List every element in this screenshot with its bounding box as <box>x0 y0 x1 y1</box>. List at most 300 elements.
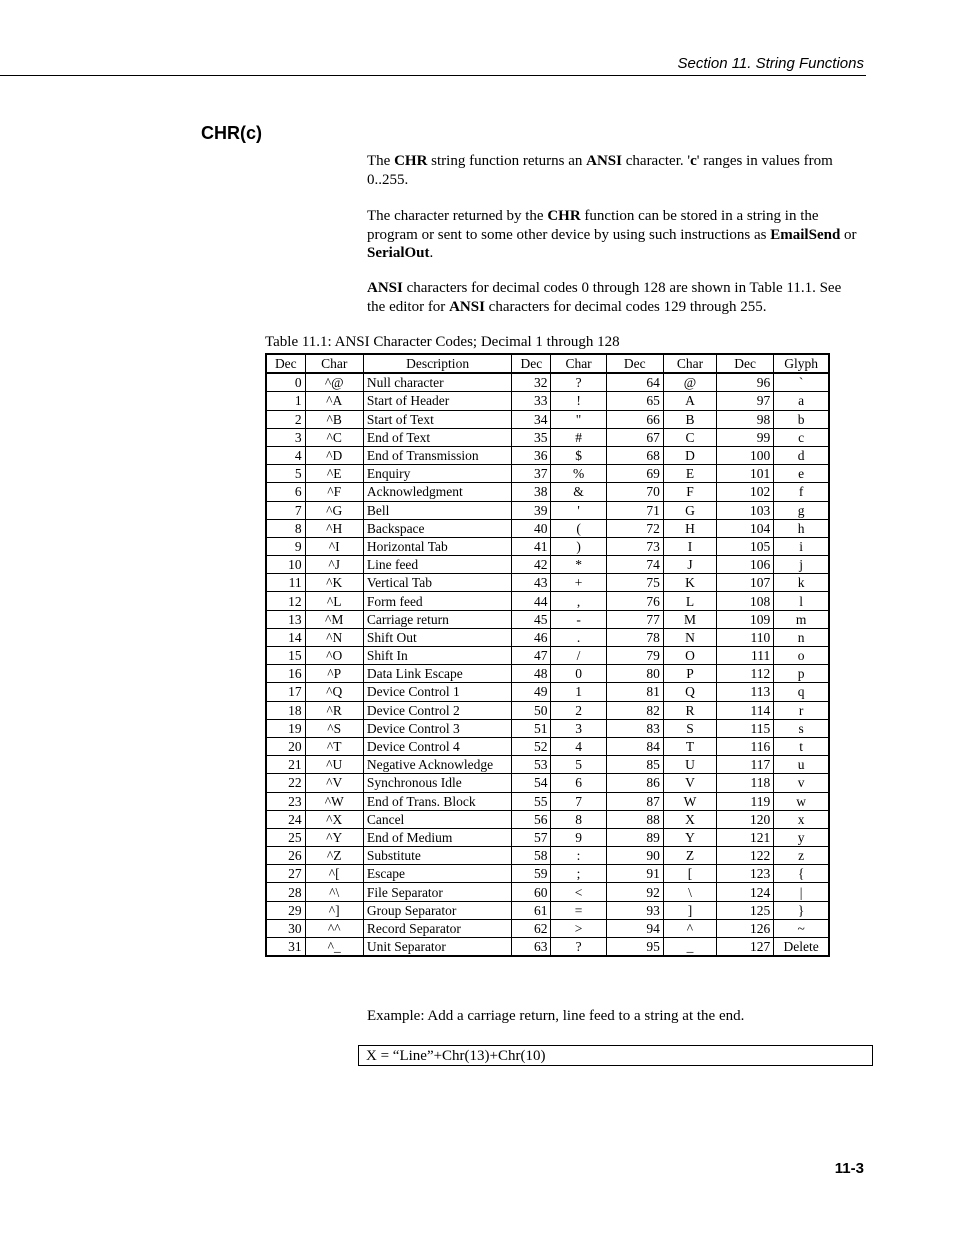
col-header: Dec <box>512 354 551 373</box>
table-cell: 114 <box>717 701 774 719</box>
table-cell: & <box>551 483 606 501</box>
table-row <box>266 519 829 537</box>
table-cell: 30 <box>266 919 305 937</box>
table-cell: 79 <box>606 647 663 665</box>
table-cell: ^H <box>305 519 363 537</box>
text-run: characters for decimal codes 129 through 255. <box>484 298 767 315</box>
table-cell: 40 <box>512 519 551 537</box>
page-number: 11-3 <box>834 1160 864 1177</box>
table-cell: ^V <box>305 774 363 792</box>
table-cell: 9 <box>266 537 305 555</box>
table-cell: 3 <box>266 428 305 446</box>
table-cell: 108 <box>717 592 774 610</box>
table-cell: ^C <box>305 428 363 446</box>
table-cell: 37 <box>512 465 551 483</box>
table-cell: Device Control 2 <box>363 701 512 719</box>
table-cell: 49 <box>512 683 551 701</box>
col-header: Char <box>551 354 606 373</box>
table-cell: Delete <box>774 938 829 957</box>
table-cell: 61 <box>512 901 551 919</box>
table-row <box>266 847 829 865</box>
table-cell: 85 <box>606 756 663 774</box>
table-cell: m <box>774 610 829 628</box>
table-row <box>266 719 829 737</box>
table-cell: q <box>774 683 829 701</box>
table-cell: 4 <box>266 446 305 464</box>
table-cell: ^Z <box>305 847 363 865</box>
table-cell: 8 <box>551 810 606 828</box>
table-cell: M <box>663 610 716 628</box>
bold-term: EmailSend <box>770 226 841 243</box>
table-cell: 88 <box>606 810 663 828</box>
table-cell: 21 <box>266 756 305 774</box>
table-cell: ~ <box>774 919 829 937</box>
table-cell: 50 <box>512 701 551 719</box>
text-run: The character returned by the <box>367 208 548 224</box>
table-cell: 7 <box>266 501 305 519</box>
table-cell: 43 <box>512 574 551 592</box>
table-cell: , <box>551 592 606 610</box>
bold-term: CHR <box>394 153 428 169</box>
table-cell: 67 <box>606 428 663 446</box>
table-cell: " <box>551 410 606 428</box>
table-cell: 64 <box>606 373 663 392</box>
table-cell: 54 <box>512 774 551 792</box>
table-cell: f <box>774 483 829 501</box>
table-cell: X <box>663 810 716 828</box>
table-cell: 94 <box>606 919 663 937</box>
table-cell: 124 <box>717 883 774 901</box>
table-cell: 119 <box>717 792 774 810</box>
table-cell: ^T <box>305 737 363 755</box>
table-cell: 16 <box>266 665 305 683</box>
table-cell: ^M <box>305 610 363 628</box>
table-cell: 98 <box>717 410 774 428</box>
table-cell: 4 <box>551 737 606 755</box>
col-header: Char <box>663 354 716 373</box>
table-cell: 57 <box>512 828 551 846</box>
table-cell: 122 <box>717 847 774 865</box>
table-cell: < <box>551 883 606 901</box>
example-text: Example: Add a carriage return, line feed to a string at the end. <box>367 1008 745 1024</box>
table-cell: H <box>663 519 716 537</box>
col-header: Dec <box>606 354 663 373</box>
table-cell: ^\ <box>305 883 363 901</box>
table-cell: 80 <box>606 665 663 683</box>
table-cell: 109 <box>717 610 774 628</box>
table-cell: ^] <box>305 901 363 919</box>
table-cell: Bell <box>363 501 512 519</box>
table-cell: c <box>774 428 829 446</box>
table-cell: * <box>551 556 606 574</box>
table-row <box>266 373 829 392</box>
table-cell: 96 <box>717 373 774 392</box>
table-cell: 77 <box>606 610 663 628</box>
table-row <box>266 919 829 937</box>
table-cell: 126 <box>717 919 774 937</box>
table-cell: 38 <box>512 483 551 501</box>
table-cell: 92 <box>606 883 663 901</box>
table-cell: ^[ <box>305 865 363 883</box>
table-cell: F <box>663 483 716 501</box>
bold-term: SerialOut <box>367 245 430 261</box>
table-cell: v <box>774 774 829 792</box>
table-cell: Substitute <box>363 847 512 865</box>
table-cell: ( <box>551 519 606 537</box>
table-cell: Horizontal Tab <box>363 537 512 555</box>
table-row <box>266 792 829 810</box>
table-cell: 75 <box>606 574 663 592</box>
table-cell: + <box>551 574 606 592</box>
table-cell: g <box>774 501 829 519</box>
table-cell: ! <box>551 392 606 410</box>
table-cell: 56 <box>512 810 551 828</box>
table-cell: 2 <box>551 701 606 719</box>
col-header: Glyph <box>774 354 829 373</box>
table-cell: ^I <box>305 537 363 555</box>
table-cell: 91 <box>606 865 663 883</box>
table-cell: J <box>663 556 716 574</box>
table-cell: R <box>663 701 716 719</box>
table-cell: Device Control 1 <box>363 683 512 701</box>
table-cell: B <box>663 410 716 428</box>
table-cell: p <box>774 665 829 683</box>
table-cell: ^W <box>305 792 363 810</box>
table-row <box>266 592 829 610</box>
col-header: Description <box>363 354 512 373</box>
table-cell: Shift Out <box>363 628 512 646</box>
table-cell: Carriage return <box>363 610 512 628</box>
table-cell: 89 <box>606 828 663 846</box>
table-cell: ^E <box>305 465 363 483</box>
table-cell: x <box>774 810 829 828</box>
table-cell: 71 <box>606 501 663 519</box>
table-cell: Start of Header <box>363 392 512 410</box>
table-cell: 78 <box>606 628 663 646</box>
table-cell: 45 <box>512 610 551 628</box>
table-cell: 42 <box>512 556 551 574</box>
table-cell: : <box>551 847 606 865</box>
table-cell: 17 <box>266 683 305 701</box>
table-cell: 99 <box>717 428 774 446</box>
table-cell: ^R <box>305 701 363 719</box>
table-cell: 20 <box>266 737 305 755</box>
table-cell: h <box>774 519 829 537</box>
table-cell: 48 <box>512 665 551 683</box>
table-cell: 55 <box>512 792 551 810</box>
table-cell: 105 <box>717 537 774 555</box>
table-cell: @ <box>663 373 716 392</box>
paragraph-3 <box>367 279 862 316</box>
table-cell: d <box>774 446 829 464</box>
table-row <box>266 683 829 701</box>
table-cell: [ <box>663 865 716 883</box>
table-cell: ; <box>551 865 606 883</box>
table-cell: 104 <box>717 519 774 537</box>
table-cell: ^N <box>305 628 363 646</box>
table-cell: Y <box>663 828 716 846</box>
table-cell: \ <box>663 883 716 901</box>
bold-term: ANSI <box>449 298 485 315</box>
table-cell: 76 <box>606 592 663 610</box>
table-cell: G <box>663 501 716 519</box>
text-run: character. ' <box>622 153 691 169</box>
paragraph-1 <box>367 152 862 189</box>
table-cell: Null character <box>363 373 512 392</box>
table-row <box>266 465 829 483</box>
table-row <box>266 501 829 519</box>
table-cell: t <box>774 737 829 755</box>
table-cell: Vertical Tab <box>363 574 512 592</box>
table-cell: 23 <box>266 792 305 810</box>
table-cell: 87 <box>606 792 663 810</box>
table-cell: 10 <box>266 556 305 574</box>
table-cell: 3 <box>551 719 606 737</box>
table-cell: 97 <box>717 392 774 410</box>
text-run: or <box>840 226 857 243</box>
table-cell: O <box>663 647 716 665</box>
table-cell: 27 <box>266 865 305 883</box>
table-cell: ] <box>663 901 716 919</box>
table-cell: End of Trans. Block <box>363 792 512 810</box>
table-cell: U <box>663 756 716 774</box>
table-cell: Synchronous Idle <box>363 774 512 792</box>
table-cell: 25 <box>266 828 305 846</box>
table-cell: Data Link Escape <box>363 665 512 683</box>
table-cell: 68 <box>606 446 663 464</box>
table-cell: 0 <box>551 665 606 683</box>
table-cell: { <box>774 865 829 883</box>
bold-term: CHR <box>547 208 581 224</box>
table-cell: i <box>774 537 829 555</box>
table-row <box>266 810 829 828</box>
table-cell: 11 <box>266 574 305 592</box>
table-row <box>266 556 829 574</box>
table-row <box>266 756 829 774</box>
table-cell: 103 <box>717 501 774 519</box>
paragraph-2 <box>367 207 862 263</box>
table-cell: 39 <box>512 501 551 519</box>
table-cell: End of Transmission <box>363 446 512 464</box>
table-cell: k <box>774 574 829 592</box>
table-cell: | <box>774 883 829 901</box>
table-cell: r <box>774 701 829 719</box>
table-cell: 0 <box>266 373 305 392</box>
table-cell: ^P <box>305 665 363 683</box>
table-row <box>266 883 829 901</box>
table-cell: 6 <box>266 483 305 501</box>
table-cell: Z <box>663 847 716 865</box>
table-cell: 83 <box>606 719 663 737</box>
table-cell: $ <box>551 446 606 464</box>
table-cell: 32 <box>512 373 551 392</box>
table-cell: Cancel <box>363 810 512 828</box>
table-cell: 127 <box>717 938 774 957</box>
table-cell: Device Control 3 <box>363 719 512 737</box>
table-cell: 106 <box>717 556 774 574</box>
table-cell: End of Medium <box>363 828 512 846</box>
table-cell: 33 <box>512 392 551 410</box>
table-cell: z <box>774 847 829 865</box>
table-cell: 44 <box>512 592 551 610</box>
table-cell: ^L <box>305 592 363 610</box>
table-cell: 53 <box>512 756 551 774</box>
table-cell: 90 <box>606 847 663 865</box>
table-cell: 1 <box>551 683 606 701</box>
table-cell: N <box>663 628 716 646</box>
table-cell: 120 <box>717 810 774 828</box>
table-cell: K <box>663 574 716 592</box>
bold-term: c <box>690 153 697 169</box>
table-cell: / <box>551 647 606 665</box>
table-cell: ^D <box>305 446 363 464</box>
table-header-row <box>266 354 829 373</box>
table-cell: 26 <box>266 847 305 865</box>
table-cell: 24 <box>266 810 305 828</box>
table-cell: ^A <box>305 392 363 410</box>
section-title: CHR(c) <box>201 123 262 143</box>
table-cell: ^S <box>305 719 363 737</box>
table-row <box>266 537 829 555</box>
table-row <box>266 428 829 446</box>
table-cell: ^O <box>305 647 363 665</box>
table-row <box>266 446 829 464</box>
table-row <box>266 610 829 628</box>
table-cell: 115 <box>717 719 774 737</box>
table-cell: 31 <box>266 938 305 957</box>
table-cell: ^^ <box>305 919 363 937</box>
table-cell: T <box>663 737 716 755</box>
table-cell: 66 <box>606 410 663 428</box>
table-cell: o <box>774 647 829 665</box>
table-cell: ^G <box>305 501 363 519</box>
header-rule <box>0 75 866 76</box>
table-row <box>266 938 829 957</box>
table-cell: 117 <box>717 756 774 774</box>
table-cell: ? <box>551 938 606 957</box>
col-header: Dec <box>717 354 774 373</box>
table-cell: 19 <box>266 719 305 737</box>
table-cell: Q <box>663 683 716 701</box>
table-cell: 112 <box>717 665 774 683</box>
table-cell: 13 <box>266 610 305 628</box>
table-cell: ^J <box>305 556 363 574</box>
table-cell: ^@ <box>305 373 363 392</box>
table-cell: } <box>774 901 829 919</box>
table-cell: y <box>774 828 829 846</box>
table-cell: 52 <box>512 737 551 755</box>
table-cell: ) <box>551 537 606 555</box>
table-cell: 110 <box>717 628 774 646</box>
table-cell: A <box>663 392 716 410</box>
table-cell: 63 <box>512 938 551 957</box>
table-cell: Line feed <box>363 556 512 574</box>
table-cell: 82 <box>606 701 663 719</box>
table-cell: 47 <box>512 647 551 665</box>
table-cell: Backspace <box>363 519 512 537</box>
table-cell: Start of Text <box>363 410 512 428</box>
running-header: Section 11. String Functions <box>677 55 864 72</box>
table-row <box>266 665 829 683</box>
text-run: ' ranges in values from 0..255. <box>367 153 833 188</box>
table-row <box>266 574 829 592</box>
table-cell: _ <box>663 938 716 957</box>
table-cell: ^_ <box>305 938 363 957</box>
table-cell: ^F <box>305 483 363 501</box>
table-row <box>266 628 829 646</box>
table-cell: s <box>774 719 829 737</box>
table-row <box>266 901 829 919</box>
table-cell: 60 <box>512 883 551 901</box>
table-cell: ^Q <box>305 683 363 701</box>
table-cell: . <box>551 628 606 646</box>
table-cell: 36 <box>512 446 551 464</box>
table-cell: 2 <box>266 410 305 428</box>
table-cell: 72 <box>606 519 663 537</box>
table-cell: 86 <box>606 774 663 792</box>
table-cell: Enquiry <box>363 465 512 483</box>
table-cell: End of Text <box>363 428 512 446</box>
ansi-table <box>265 353 830 957</box>
table-cell: 1 <box>266 392 305 410</box>
table-row <box>266 701 829 719</box>
table-cell: 74 <box>606 556 663 574</box>
table-cell: V <box>663 774 716 792</box>
table-cell: D <box>663 446 716 464</box>
table-cell: W <box>663 792 716 810</box>
bold-term: ANSI <box>586 153 622 169</box>
table-cell: b <box>774 410 829 428</box>
table-row <box>266 483 829 501</box>
text-run: . <box>429 245 434 261</box>
text-run: string function returns an <box>427 153 587 169</box>
table-cell: 5 <box>551 756 606 774</box>
table-cell: l <box>774 592 829 610</box>
table-cell: 35 <box>512 428 551 446</box>
table-cell: Unit Separator <box>363 938 512 957</box>
table-cell: 81 <box>606 683 663 701</box>
text-run: The <box>367 153 395 169</box>
table-cell: 101 <box>717 465 774 483</box>
table-cell: Form feed <box>363 592 512 610</box>
table-cell: I <box>663 537 716 555</box>
table-cell: 111 <box>717 647 774 665</box>
table-cell: 46 <box>512 628 551 646</box>
table-cell: File Separator <box>363 883 512 901</box>
table-cell: Negative Acknowledge <box>363 756 512 774</box>
table-cell: = <box>551 901 606 919</box>
table-cell: 73 <box>606 537 663 555</box>
table-cell: 125 <box>717 901 774 919</box>
table-row <box>266 828 829 846</box>
table-cell: 59 <box>512 865 551 883</box>
table-cell: u <box>774 756 829 774</box>
table-row <box>266 737 829 755</box>
table-cell: 29 <box>266 901 305 919</box>
table-cell: 121 <box>717 828 774 846</box>
table-cell: - <box>551 610 606 628</box>
table-cell: 118 <box>717 774 774 792</box>
text-run: function can be stored in a string in the program or sent to some other device by using such instructions as <box>367 208 819 243</box>
table-cell: 62 <box>512 919 551 937</box>
table-cell: 34 <box>512 410 551 428</box>
table-cell: 116 <box>717 737 774 755</box>
col-header: Char <box>305 354 363 373</box>
table-cell: ^Y <box>305 828 363 846</box>
table-cell: ^X <box>305 810 363 828</box>
table-cell: 41 <box>512 537 551 555</box>
table-cell: 113 <box>717 683 774 701</box>
